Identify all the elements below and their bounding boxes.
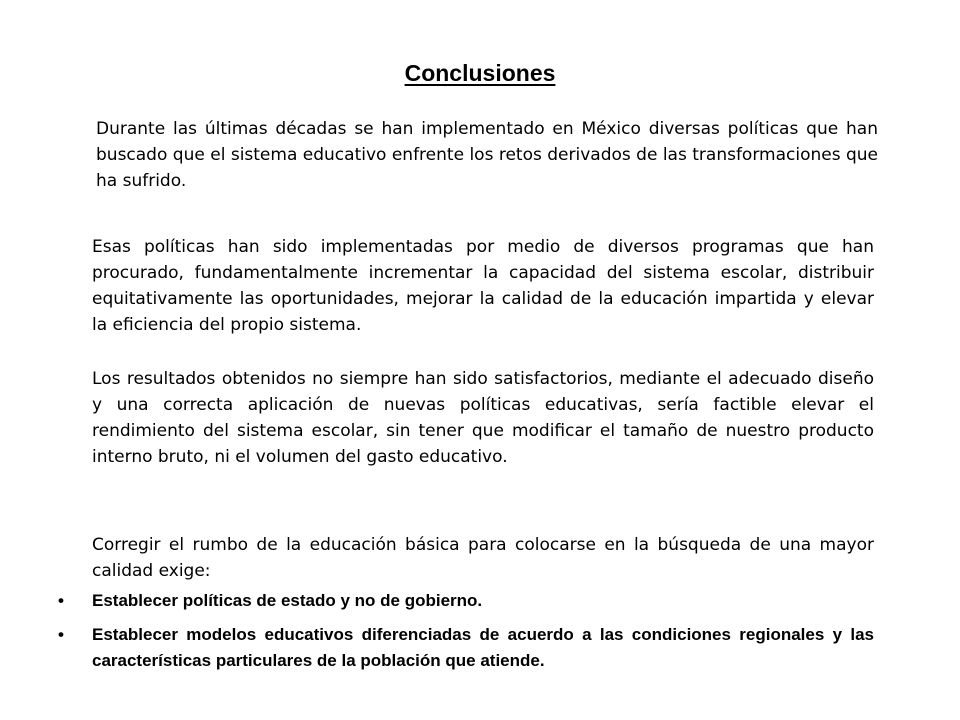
page-title: Conclusiones (404, 60, 556, 86)
bullet-icon: • (58, 625, 64, 644)
bullet-list (0, 588, 960, 682)
bullet-text: Establecer políticas de estado y no de gobierno. (92, 591, 483, 610)
paragraph-4: Corregir el rumbo de la educación básica para colocarse en la búsqueda de una mayor calidad exige: (92, 535, 874, 581)
list-item (0, 588, 874, 614)
paragraph-2: Esas políticas han sido implementadas por medio de diversos programas que han procurado, fundamentalmente incrementar la capacidad del sistema escolar, distribuir equitativamente las oportunidades, mejorar la calidad de la educación impartida y elevar la eficiencia del propio sistema. (92, 237, 874, 335)
paragraph-1: Durante las últimas décadas se han implementado en México diversas políticas que han buscado que el sistema educativo enfrente los retos derivados de las transformaciones que ha sufrido. (96, 119, 878, 191)
bullet-icon: • (58, 591, 64, 610)
paragraph-3: Los resultados obtenidos no siempre han sido satisfactorios, mediante el adecuado diseño y una correcta aplicación de nuevas políticas educativas, sería factible elevar el rendimiento del sistema escolar, sin tener que modificar el tamaño de nuestro producto interno bruto, ni el volumen del gasto educativo. (92, 369, 874, 467)
bullet-text: Establecer modelos educativos diferenciadas de acuerdo a las condiciones regionales y las características particulares de la población que atiende. (92, 625, 874, 670)
list-item (0, 622, 874, 674)
